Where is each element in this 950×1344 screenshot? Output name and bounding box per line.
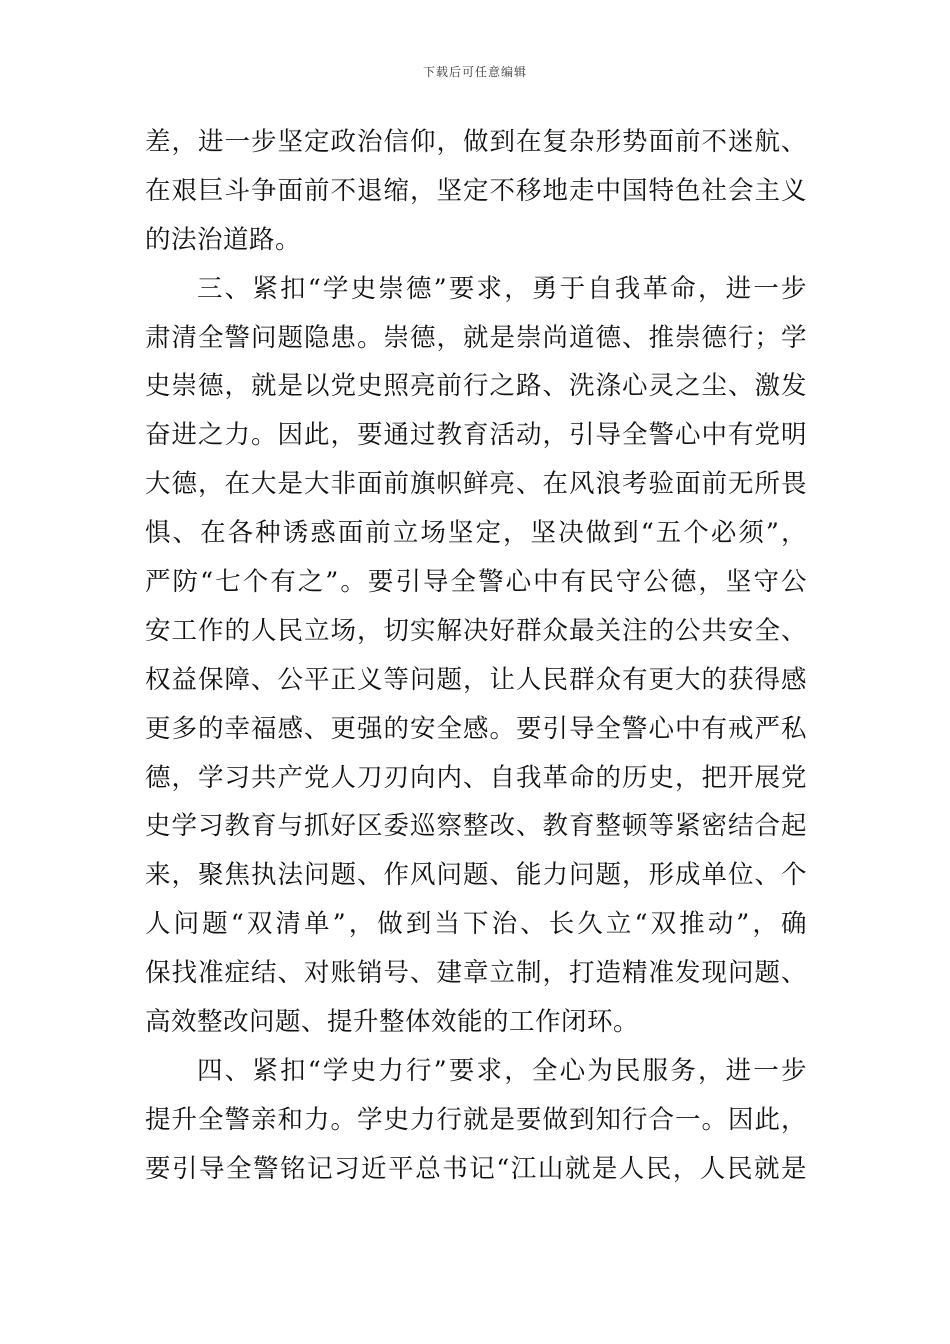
body-line: 高效整改问题、提升整体效能的工作闭环。: [145, 1007, 640, 1038]
paragraph-start-line: 四、紧扣“学史力行”要求，全心为民服务，进一步: [197, 1055, 807, 1086]
body-line: 要引导全警铭记习近平总书记“江山就是人民，人民就是: [145, 1153, 807, 1184]
body-line: 惧、在各种诱惑面前立场坚定，坚决做到“五个必须”，: [145, 518, 807, 549]
body-line: 权益保障、公平正义等问题，让人民群众有更大的获得感: [145, 664, 807, 695]
body-line: 史学习教育与抓好区委巡察整改、教育整顿等紧密结合起: [145, 811, 807, 842]
body-line: 德，学习共产党人刀刃向内、自我革命的历史，把开展党: [145, 762, 807, 793]
body-line: 奋进之力。因此，要通过教育活动，引导全警心中有党明: [145, 420, 807, 451]
body-line: 严防“七个有之”。要引导全警心中有民守公德，坚守公: [145, 567, 807, 598]
document-body: [145, 118, 807, 1194]
body-line: 史崇德，就是以党史照亮前行之路、洗涤心灵之尘、激发: [145, 371, 807, 402]
body-line: 来，聚焦执法问题、作风问题、能力问题，形成单位、个: [145, 860, 807, 891]
body-line: 更多的幸福感、更强的安全感。要引导全警心中有戒严私: [145, 713, 807, 744]
body-line: 人问题“双清单”，做到当下治、长久立“双推动”，确: [145, 909, 807, 940]
body-line: 在艰巨斗争面前不退缩，坚定不移地走中国特色社会主义: [145, 175, 807, 206]
body-line: 大德，在大是大非面前旗帜鲜亮、在风浪考验面前无所畏: [145, 469, 807, 500]
page-header: 下载后可任意编辑: [422, 65, 527, 79]
body-line: 提升全警亲和力。学史力行就是要做到知行合一。因此，: [145, 1104, 807, 1135]
body-line: 安工作的人民立场，切实解决好群众最关注的公共安全、: [145, 615, 807, 646]
body-line: 肃清全警问题隐患。崇德，就是崇尚道德、推崇德行；学: [145, 322, 807, 353]
paragraph-start-line: 三、紧扣“学史崇德”要求，勇于自我革命，进一步: [197, 273, 807, 304]
body-line: 保找准症结、对账销号、建章立制，打造精准发现问题、: [145, 958, 807, 989]
body-line: 差，进一步坚定政治信仰，做到在复杂形势面前不迷航、: [145, 127, 807, 157]
body-line: 的法治道路。: [145, 224, 302, 255]
